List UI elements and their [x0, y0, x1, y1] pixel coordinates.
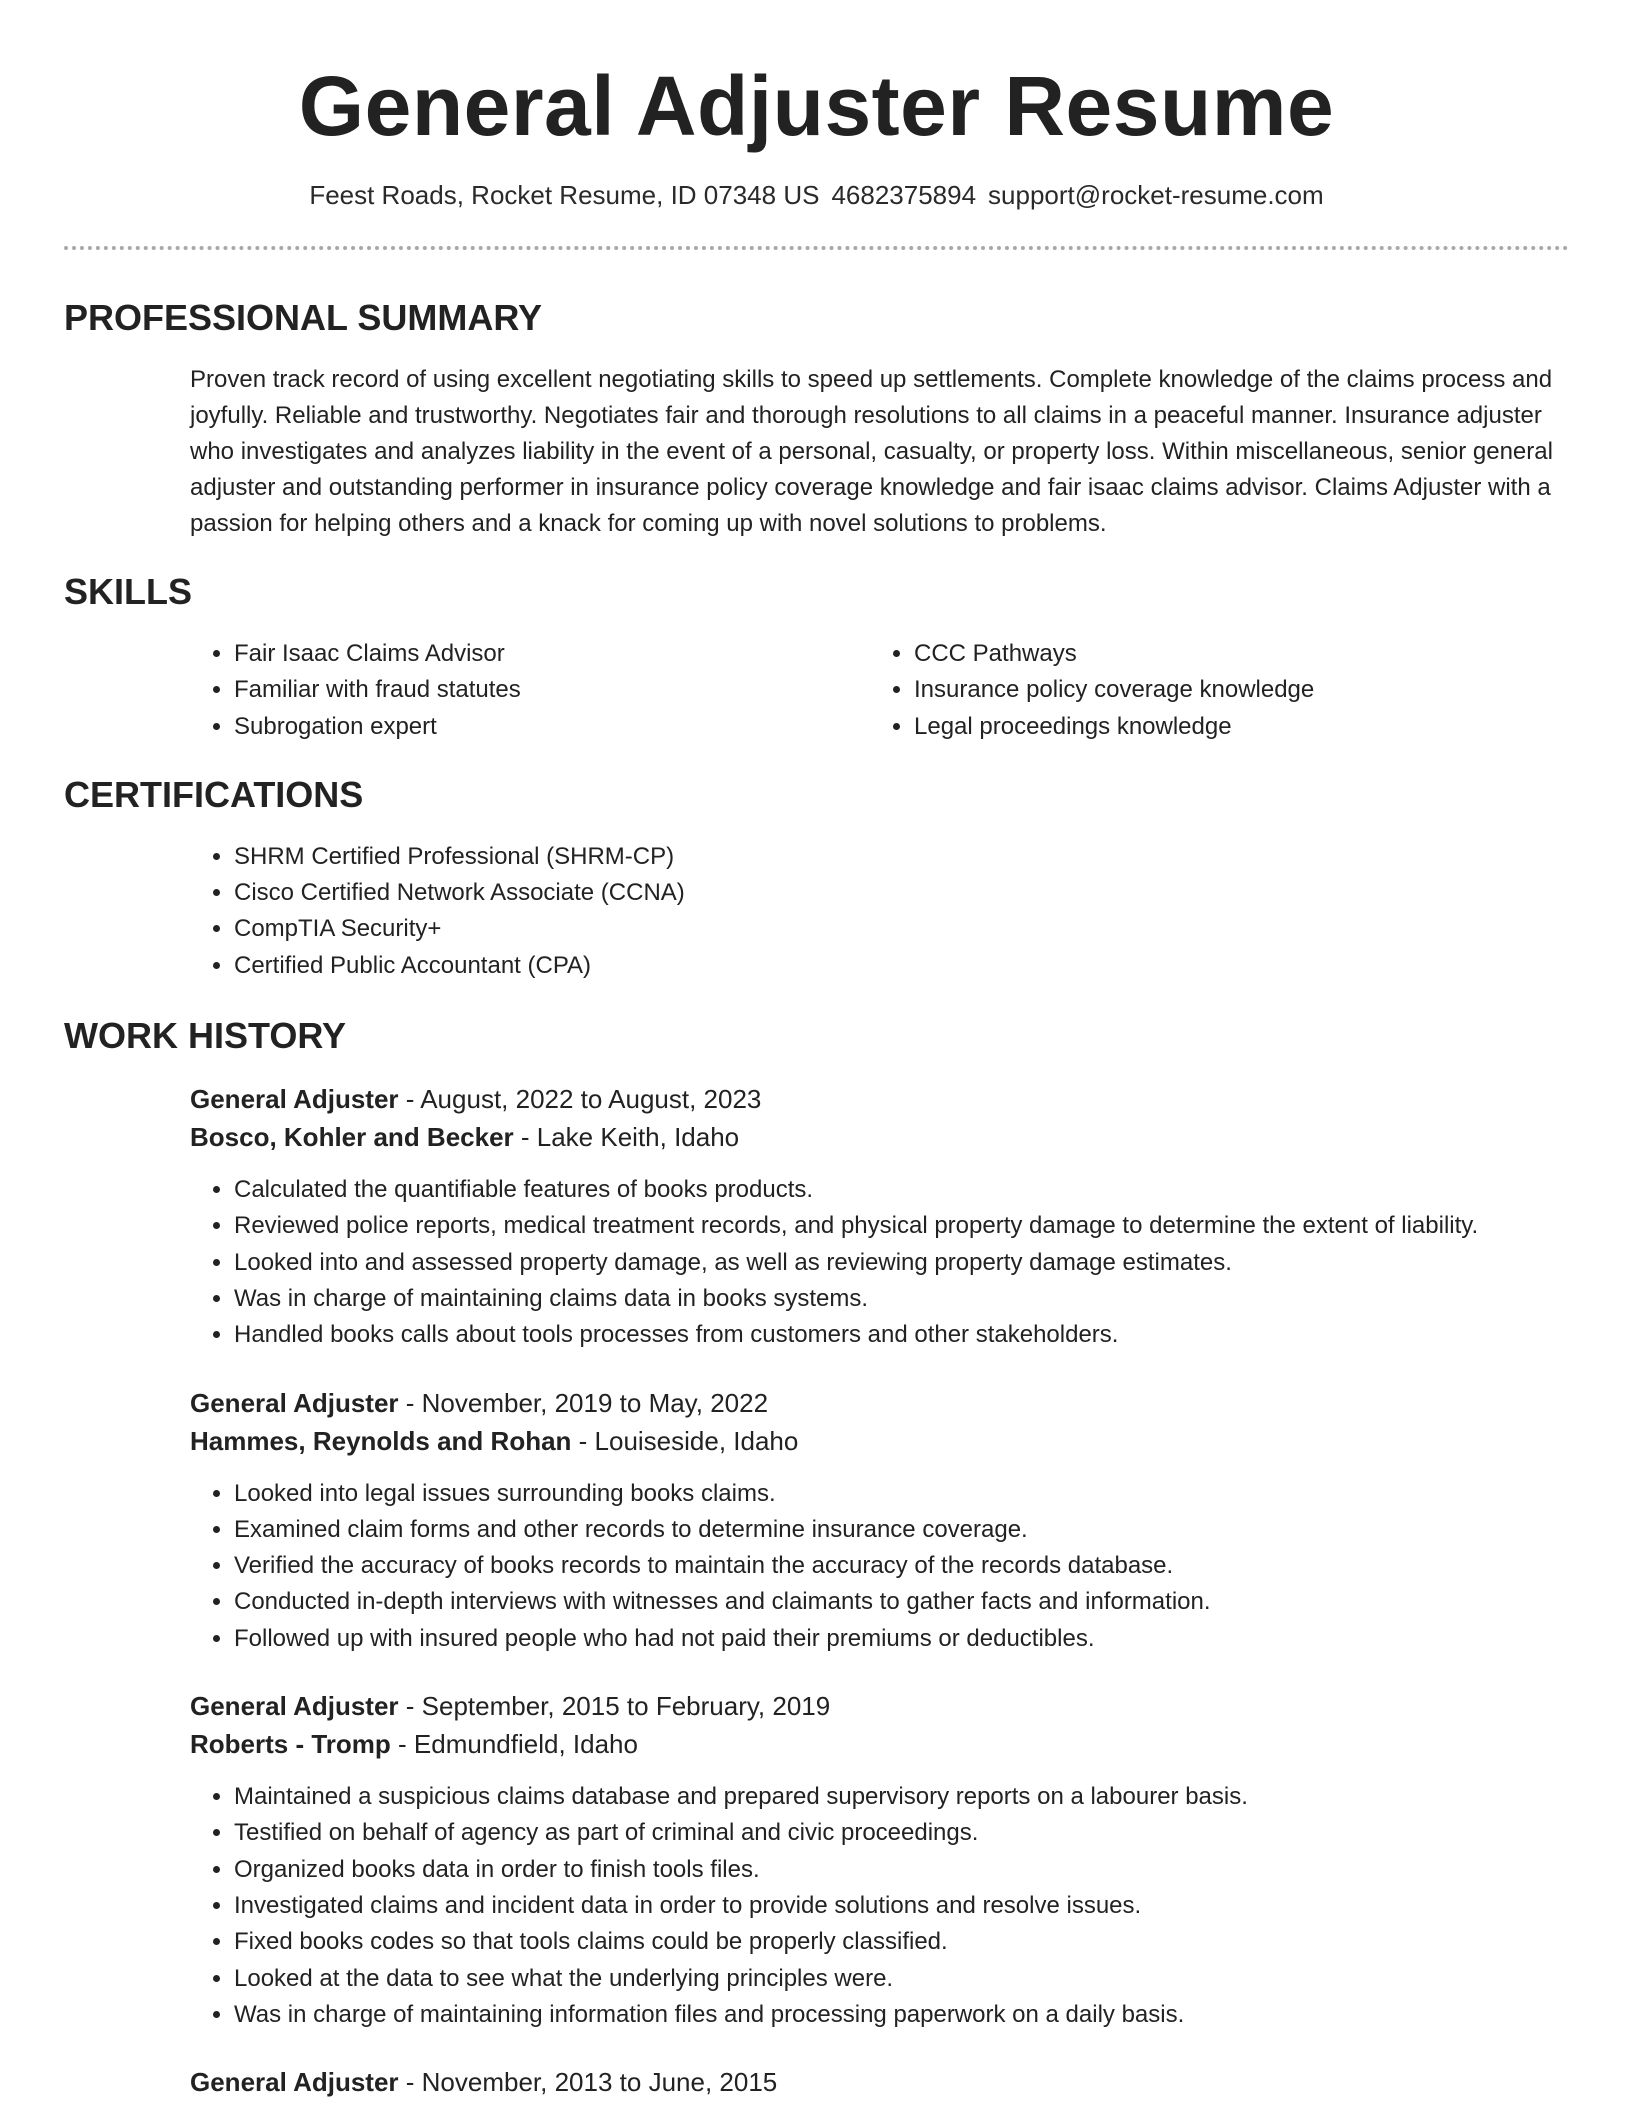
skills-heading: SKILLS [64, 571, 193, 612]
job-bullet: • Was in charge of maintaining claims data in books systems. [234, 1281, 1569, 1317]
job-bullet: • Testified on behalf of agency as part of criminal and civic proceedings. [234, 1815, 1569, 1851]
skills-list [190, 636, 1569, 745]
skill-item: • Insurance policy coverage knowledge [914, 672, 1550, 708]
job-bullet: • Investigated claims and incident data in order to provide solutions and resolve issues. [234, 1888, 1569, 1924]
job-dates: - September, 2015 to February, 2019 [398, 1691, 831, 1722]
summary-text: Proven track record of using excellent negotiating skills to speed up settlements. Complete knowledge of the claims process and joyfully. Reliable and trustworthy. Negotiates fair and thorough resolutions to all claims in a peaceful manner. Insurance adjuster who investigates and analyzes liability in the event of a personal, casualty, or property loss. Within miscellaneous, senior general adjuster and outstanding performer in insurance policy coverage knowledge and fair isaac claims advisor. Claims Adjuster with a passion for helping others and a knack for coming up with novel solutions to problems. [190, 366, 1553, 537]
skill-item: • Fair Isaac Claims Advisor [234, 636, 870, 672]
job-bullet: • Was in charge of maintaining information files and processing paperwork on a daily basis. [234, 1997, 1569, 2033]
skills-column-left [190, 636, 870, 745]
skill-item: • CCC Pathways [914, 636, 1550, 672]
job-bullet: • Looked into and assessed property damage, as well as reviewing property damage estimates. [234, 1245, 1569, 1281]
job-role: General Adjuster [190, 1387, 399, 1418]
skill-item: • Legal proceedings knowledge [914, 709, 1550, 745]
job-bullet: • Reviewed police reports, medical treatment records, and physical property damage to determine the extent of liability. [234, 1208, 1569, 1244]
job-entry [190, 1687, 1569, 2033]
job-bullet: • Calculated the quantifiable features of books products. [234, 1172, 1569, 1208]
contact-phone: 4682375894 [831, 180, 977, 210]
skill-item: • Subrogation expert [234, 709, 870, 745]
job-company: Bosco, Kohler and Becker [190, 1122, 514, 1153]
certification-item: • SHRM Certified Professional (SHRM-CP) [234, 839, 1569, 875]
contact-line [64, 178, 1569, 212]
resume-page [64, 0, 1569, 2101]
job-role-line [190, 1080, 1569, 1118]
certifications-heading: CERTIFICATIONS [64, 773, 364, 815]
job-location: - Edmundfield, Idaho [390, 1729, 638, 1760]
job-bullet: • Followed up with insured people who had not paid their premiums or deductibles. [234, 1621, 1569, 1657]
job-role-line [190, 1687, 1569, 1725]
job-location: - Louiseside, Idaho [571, 1425, 799, 1456]
certification-item: • CompTIA Security+ [234, 911, 1569, 947]
job-location: - Lake Keith, Idaho [513, 1122, 740, 1153]
contact-email: support@rocket-resume.com [988, 180, 1324, 210]
job-bullet: • Handled books calls about tools processes from customers and other stakeholders. [234, 1317, 1569, 1353]
job-bullet: • Looked at the data to see what the underlying principles were. [234, 1961, 1569, 1997]
job-role-line [190, 2063, 1569, 2101]
job-dates: - November, 2019 to May, 2022 [398, 1387, 769, 1418]
job-bullet: • Examined claim forms and other records to determine insurance coverage. [234, 1512, 1569, 1548]
job-company: Hammes, Reynolds and Rohan [190, 1425, 572, 1456]
job-bullet: • Organized books data in order to finish tools files. [234, 1852, 1569, 1888]
resume-title: General Adjuster Resume [298, 59, 1335, 153]
job-dates: - November, 2013 to June, 2015 [398, 2067, 778, 2098]
work-history-heading: WORK HISTORY [64, 1015, 347, 1057]
job-bullet: • Maintained a suspicious claims database and prepared supervisory reports on a labourer basis. [234, 1779, 1569, 1815]
certification-item: • Certified Public Accountant (CPA) [234, 948, 1569, 984]
contact-address: Feest Roads, Rocket Resume, ID 07348 US [309, 180, 820, 210]
job-company: Roberts - Tromp [190, 1729, 391, 1760]
job-role-line [190, 1384, 1569, 1422]
job-entry [190, 1384, 1569, 1657]
job-role: General Adjuster [190, 1691, 399, 1722]
job-bullet: • Verified the accuracy of books records to maintain the accuracy of the records database. [234, 1548, 1569, 1584]
job-entry [190, 2063, 1569, 2101]
job-role: General Adjuster [190, 2067, 399, 2098]
job-bullet: • Looked into legal issues surrounding books claims. [234, 1476, 1569, 1512]
skill-item: • Familiar with fraud statutes [234, 672, 870, 708]
job-entry [190, 1080, 1569, 1353]
job-company-line [190, 1118, 1569, 1156]
certifications-list [190, 839, 1569, 984]
skills-column-right [870, 636, 1550, 745]
certification-item: • Cisco Certified Network Associate (CCNA) [234, 875, 1569, 911]
summary-heading: PROFESSIONAL SUMMARY [64, 297, 543, 338]
job-company-line [190, 1422, 1569, 1460]
header-divider [64, 246, 1569, 250]
job-bullet: • Conducted in-depth interviews with witnesses and claimants to gather facts and information. [234, 1584, 1569, 1620]
job-role: General Adjuster [190, 1084, 399, 1115]
job-dates: - August, 2022 to August, 2023 [398, 1084, 762, 1115]
job-bullet: • Fixed books codes so that tools claims could be properly classified. [234, 1924, 1569, 1960]
job-company-line [190, 1725, 1569, 1763]
